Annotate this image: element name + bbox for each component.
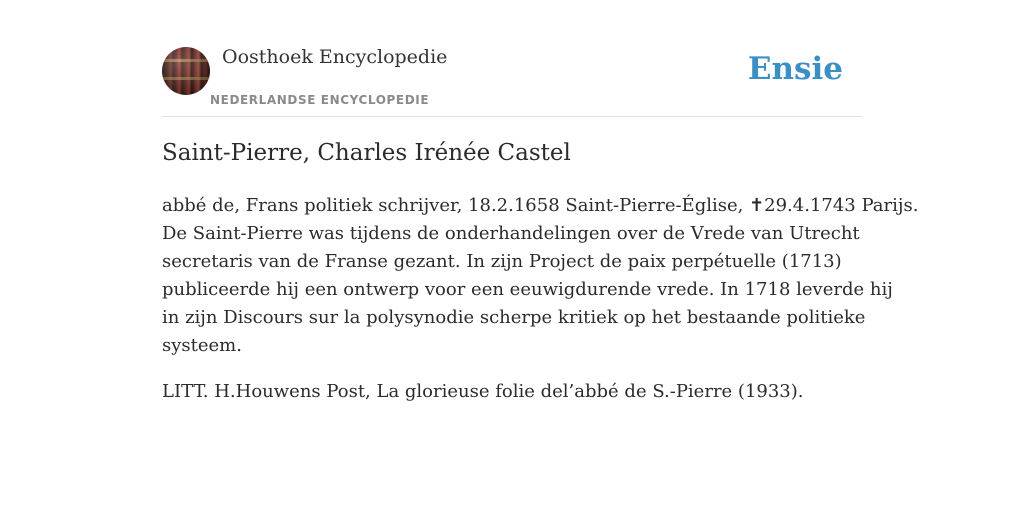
text-line: in zijn Discours sur la polysynodie scherpe kritiek op het bestaande politieke bbox=[162, 307, 866, 328]
text-line: De Saint-Pierre was tijdens de onderhandelingen over de Vrede van Utrecht bbox=[162, 223, 860, 244]
article-paragraph bbox=[162, 192, 919, 360]
site-logo-books-image[interactable] bbox=[162, 47, 210, 95]
text-line: publiceerde hij een ontwerp voor een eeuwigdurende vrede. In 1718 leverde hij bbox=[162, 279, 893, 300]
text-line: abbé de, Frans politiek schrijver, 18.2.1658 Saint-Pierre-Église, ✝29.4.1743 Parijs. bbox=[162, 195, 919, 216]
text-line: systeem. bbox=[162, 335, 242, 356]
site-subtitle: NEDERLANDSE ENCYCLOPEDIE bbox=[210, 93, 430, 107]
article-body bbox=[162, 192, 919, 424]
brand-logo-link[interactable]: Ensie bbox=[747, 51, 843, 87]
article-title: Saint-Pierre, Charles Irénée Castel bbox=[162, 140, 571, 166]
site-name-link[interactable]: Oosthoek Encyclopedie bbox=[222, 46, 448, 68]
text-line: secretaris van de Franse gezant. In zijn Project de paix perpétuelle (1713) bbox=[162, 251, 842, 272]
literature-reference: LITT. H.Houwens Post, La glorieuse folie del’abbé de S.-Pierre (1933). bbox=[162, 381, 804, 402]
site-header bbox=[162, 44, 862, 117]
